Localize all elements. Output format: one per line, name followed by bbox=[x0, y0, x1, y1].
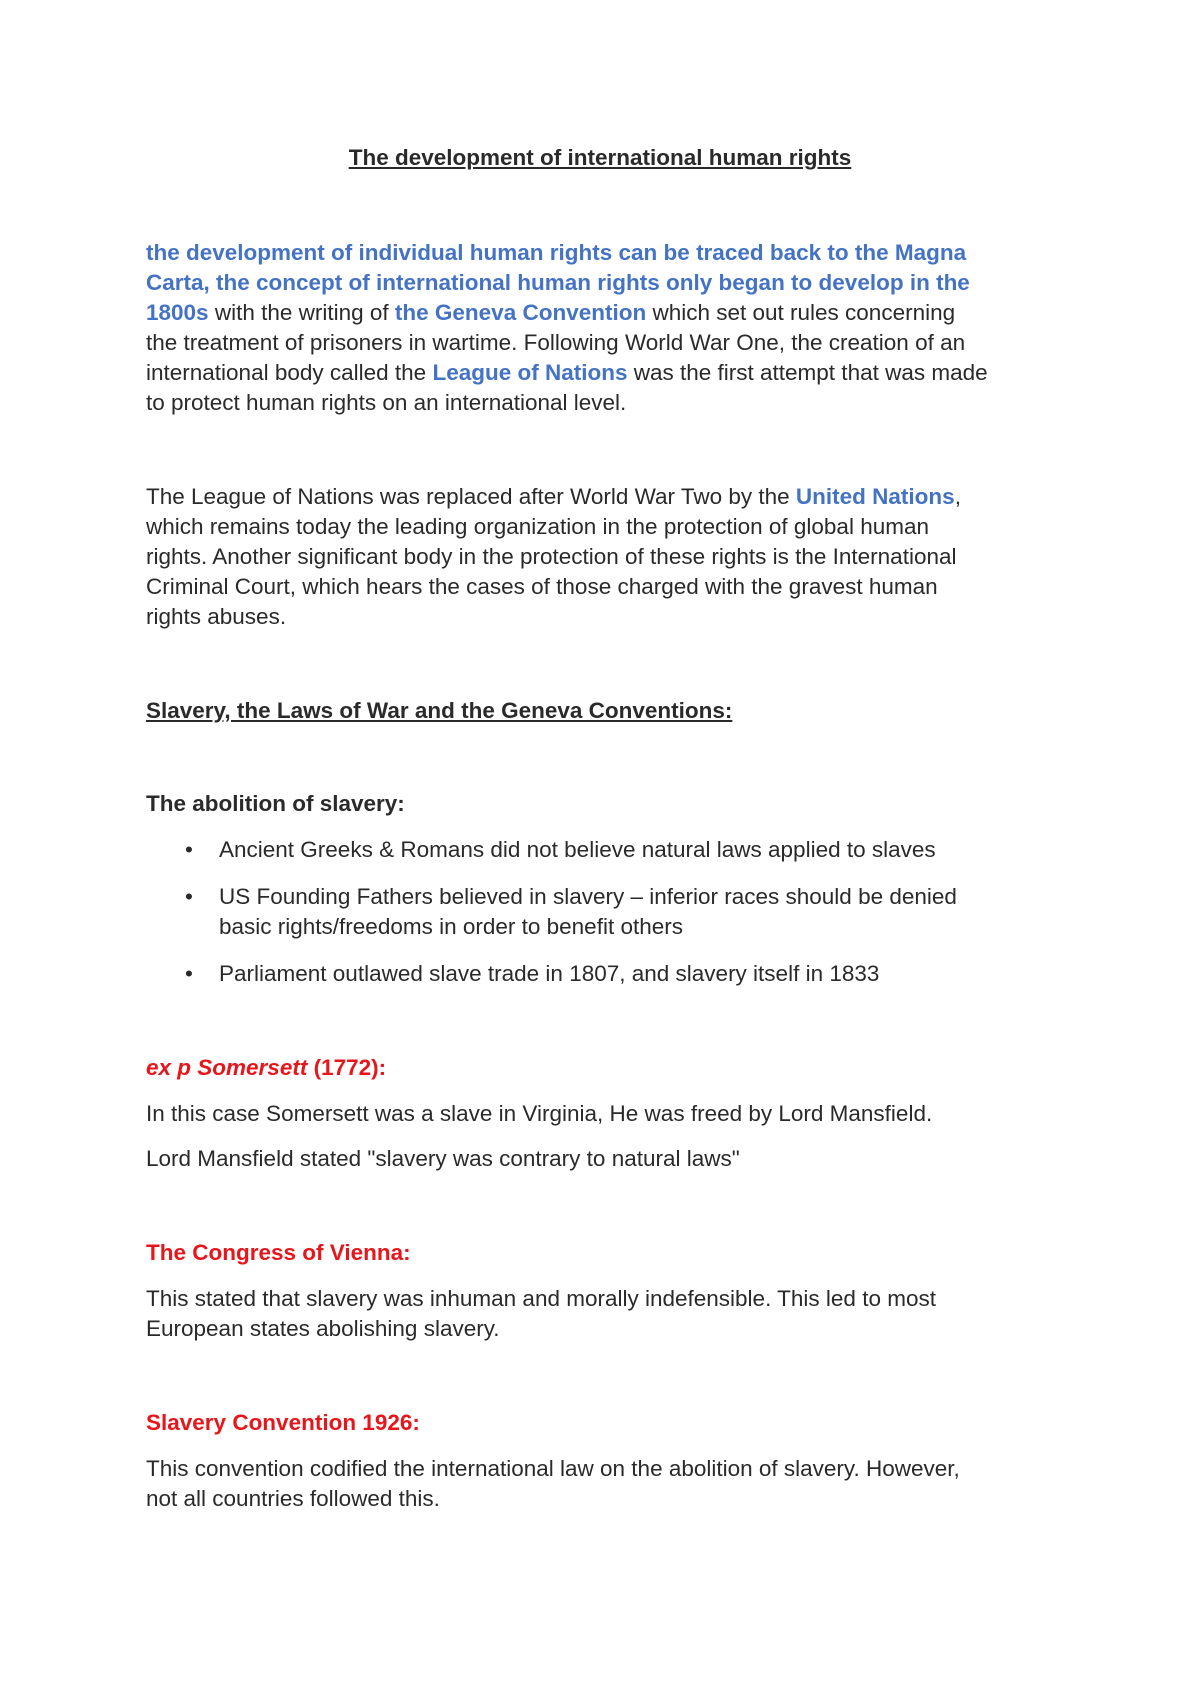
intro-line-4: the treatment of prisoners in wartime. Following World War One, the creation of an bbox=[146, 330, 966, 355]
somersett-line-1: In this case Somersett was a slave in Virginia, He was freed by Lord Mansfield. bbox=[146, 1101, 933, 1126]
vienna-line-1: This stated that slavery was inhuman and morally indefensible. This led to most bbox=[146, 1286, 936, 1311]
document-title: The development of international human rights bbox=[348, 145, 852, 170]
bullet-marker-2: • bbox=[185, 884, 193, 909]
intro-line-6: to protect human rights on an international level. bbox=[146, 390, 627, 415]
para2-line-2: which remains today the leading organization in the protection of global human bbox=[146, 514, 929, 539]
para2-line-3: rights. Another significant body in the protection of these rights is the International bbox=[146, 544, 957, 569]
intro-geneva-convention: the Geneva Convention bbox=[394, 300, 647, 325]
para2-united-nations: United Nations bbox=[795, 484, 955, 509]
intro-line-1: the development of individual human rights can be traced back to the Magna bbox=[146, 240, 967, 265]
bullet-2-line-1: US Founding Fathers believed in slavery – inferior races should be denied bbox=[219, 884, 957, 909]
convention-line-1: This convention codified the international law on the abolition of slavery. However, bbox=[146, 1456, 960, 1481]
intro-line-5-end: was the first attempt that was made bbox=[627, 360, 988, 385]
intro-line-3-end: which set out rules concerning bbox=[646, 300, 956, 325]
somersett-case-name: ex p Somersett bbox=[146, 1055, 308, 1080]
abolition-heading: The abolition of slavery: bbox=[146, 791, 405, 816]
bullet-3: Parliament outlawed slave trade in 1807, and slavery itself in 1833 bbox=[219, 961, 880, 986]
bullet-2-line-2: basic rights/freedoms in order to benefit others bbox=[219, 914, 683, 939]
intro-line-2: Carta, the concept of international human rights only began to develop in the bbox=[146, 270, 970, 295]
section-heading: Slavery, the Laws of War and the Geneva Conventions: bbox=[146, 698, 733, 723]
para2-line-1-start: The League of Nations was replaced after World War Two by the bbox=[146, 484, 796, 509]
vienna-line-2: European states abolishing slavery. bbox=[146, 1316, 500, 1341]
para2-line-1-end: , bbox=[954, 484, 961, 509]
intro-1800s: 1800s bbox=[146, 300, 209, 325]
vienna-heading: The Congress of Vienna: bbox=[146, 1240, 411, 1265]
para2-line-1 bbox=[146, 483, 961, 511]
convention-line-2: not all countries followed this. bbox=[146, 1486, 440, 1511]
somersett-year: (1772): bbox=[307, 1055, 387, 1080]
intro-line-5 bbox=[146, 359, 988, 387]
intro-line-5-start: international body called the bbox=[146, 360, 433, 385]
convention-heading: Slavery Convention 1926: bbox=[146, 1410, 420, 1435]
bullet-1: Ancient Greeks & Romans did not believe natural laws applied to slaves bbox=[219, 837, 936, 862]
para2-line-4: Criminal Court, which hears the cases of those charged with the gravest human bbox=[146, 574, 938, 599]
intro-line-3 bbox=[146, 299, 955, 327]
somersett-heading bbox=[146, 1054, 386, 1082]
bullet-marker-3: • bbox=[185, 961, 193, 986]
intro-league-of-nations: League of Nations bbox=[432, 360, 628, 385]
somersett-line-2: Lord Mansfield stated "slavery was contrary to natural laws" bbox=[146, 1146, 740, 1171]
intro-line-3-mid: with the writing of bbox=[208, 300, 395, 325]
bullet-marker-1: • bbox=[185, 837, 193, 862]
para2-line-5: rights abuses. bbox=[146, 604, 287, 629]
